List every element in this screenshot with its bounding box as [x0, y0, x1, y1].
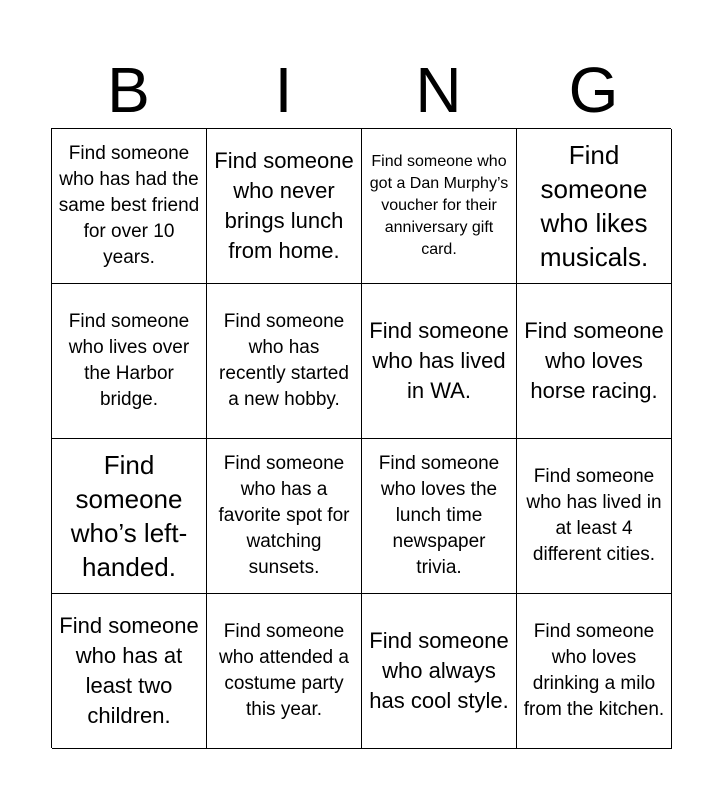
- bingo-cell[interactable]: [207, 439, 362, 594]
- bingo-cell[interactable]: [362, 594, 517, 749]
- cell-text: Find someone who loves drinking a milo from the kitchen.: [523, 621, 665, 720]
- cell-text: Find someone who always has cool style.: [369, 628, 509, 713]
- bingo-cell[interactable]: [207, 129, 362, 284]
- bingo-cell[interactable]: [52, 284, 207, 439]
- cell-text: Find someone who has lived in WA.: [369, 318, 509, 403]
- bingo-header: [51, 52, 671, 128]
- bingo-cell[interactable]: [362, 284, 517, 439]
- cell-text: Find someone who lives over the Harbor bridge.: [68, 311, 190, 410]
- bingo-cell[interactable]: [52, 594, 207, 749]
- bingo-cell[interactable]: [362, 129, 517, 284]
- header-letter-g: G: [568, 54, 619, 126]
- bingo-cell[interactable]: [207, 594, 362, 749]
- bingo-cell[interactable]: [362, 439, 517, 594]
- bingo-cell[interactable]: [52, 129, 207, 284]
- cell-text: Find someone who has at least two children.: [59, 613, 199, 728]
- cell-text: Find someone who has recently started a new hobby.: [219, 311, 349, 410]
- bingo-cell[interactable]: [517, 284, 672, 439]
- header-letter-b: B: [107, 54, 150, 126]
- cell-text: Find someone who never brings lunch from home.: [214, 148, 354, 263]
- bingo-board: [51, 128, 671, 748]
- cell-text: Find someone who has lived in at least 4 different cities.: [526, 466, 662, 565]
- bingo-cell[interactable]: [517, 129, 672, 284]
- header-letter-n: N: [415, 54, 462, 126]
- cell-text: Find someone who loves horse racing.: [524, 318, 664, 403]
- cell-text: Find someone who got a Dan Murphy’s voucher for their anniversary gift card.: [369, 153, 509, 258]
- bingo-cell[interactable]: [52, 439, 207, 594]
- cell-text: Find someone who has a favorite spot for watching sunsets.: [218, 453, 350, 578]
- cell-text: Find someone who likes musicals.: [539, 140, 649, 272]
- cell-text: Find someone who’s left-handed.: [70, 450, 188, 582]
- bingo-cell[interactable]: [207, 284, 362, 439]
- cell-text: Find someone who has had the same best friend for over 10 years.: [58, 143, 200, 268]
- header-letter-i: I: [274, 54, 293, 126]
- bingo-cell[interactable]: [517, 439, 672, 594]
- cell-text: Find someone who loves the lunch time newspaper trivia.: [378, 453, 500, 578]
- bingo-cell[interactable]: [517, 594, 672, 749]
- cell-text: Find someone who attended a costume party this year.: [219, 621, 349, 720]
